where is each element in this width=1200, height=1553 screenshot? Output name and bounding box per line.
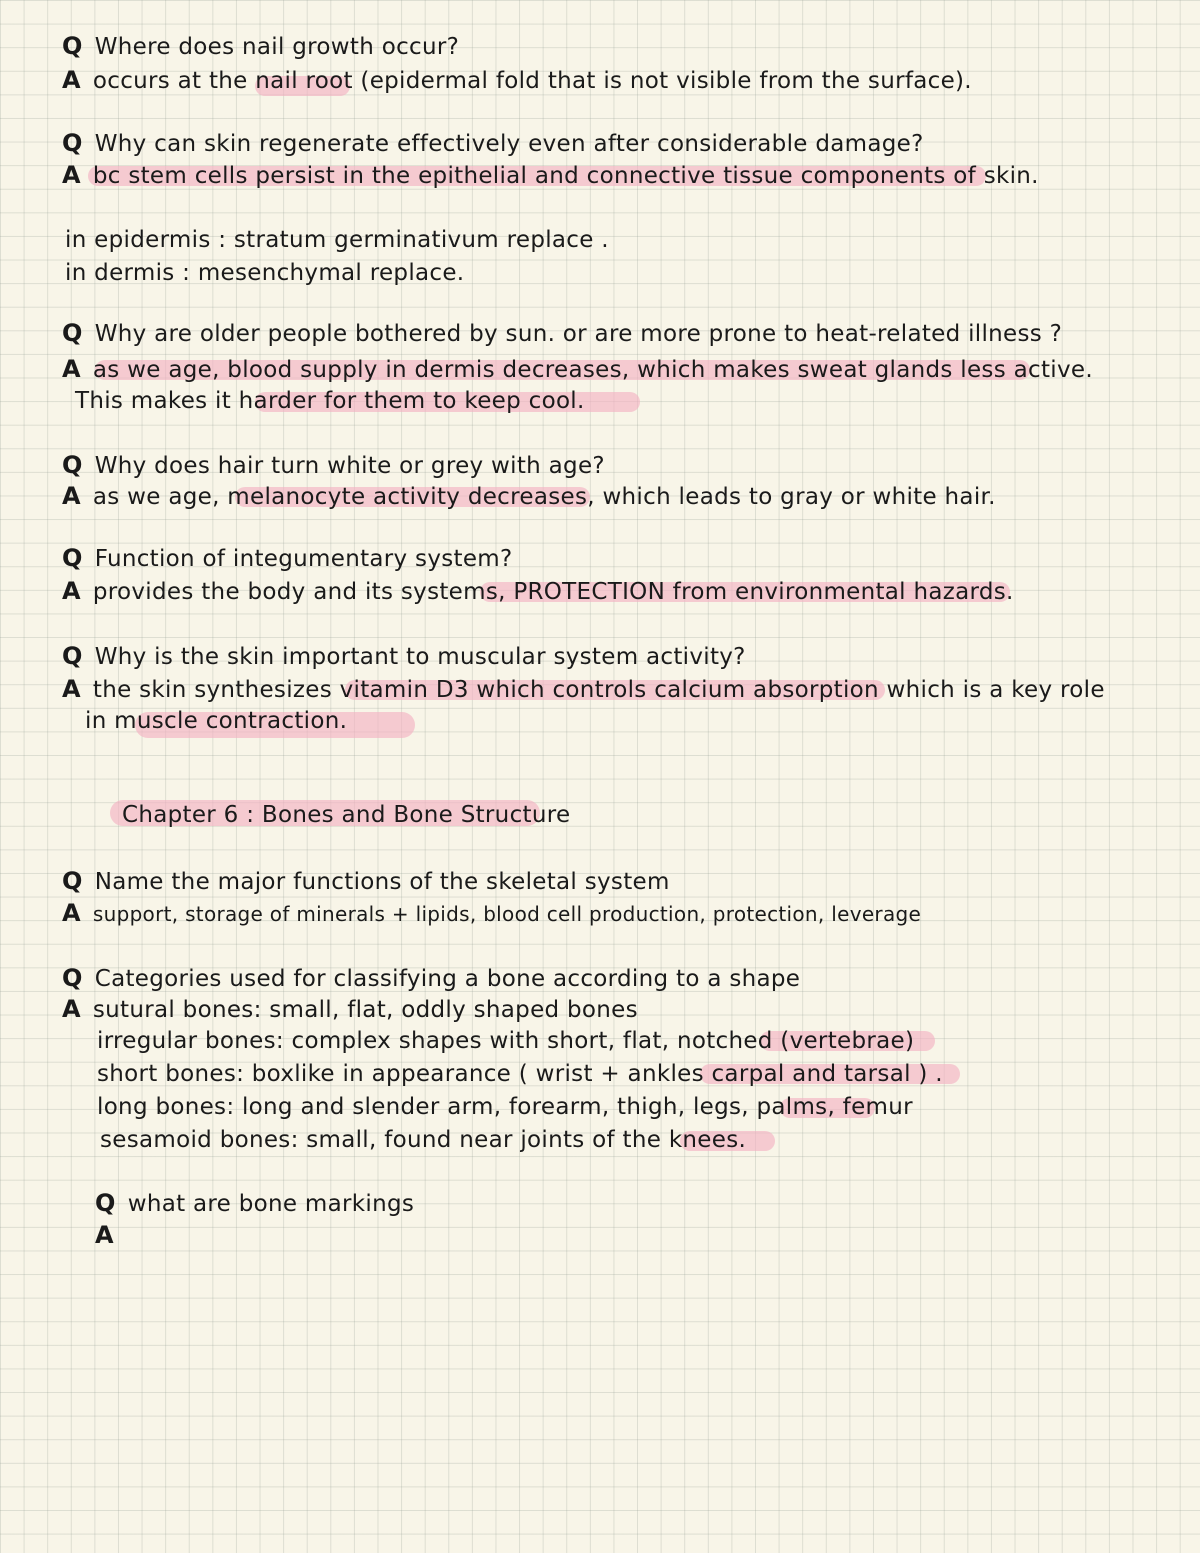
question-4 xyxy=(62,450,605,481)
question-text: Why does hair turn white or grey with age? xyxy=(94,453,605,479)
question-8 xyxy=(62,963,800,994)
answer-text: in muscle contraction. xyxy=(85,708,348,734)
answer-6 xyxy=(62,674,1105,705)
answer-1 xyxy=(62,65,972,96)
answer-marker: A xyxy=(62,675,81,703)
answer-6-continued xyxy=(85,706,347,736)
answer-text: short bones: boxlike in appearance ( wrist + ankles carpal and tarsal ) . xyxy=(97,1061,943,1087)
question-text: Categories used for classifying a bone according to a shape xyxy=(94,966,801,992)
answer-marker: A xyxy=(62,161,81,189)
question-marker: Q xyxy=(62,451,83,479)
answer-2 xyxy=(62,160,1039,191)
bone-type-long xyxy=(97,1092,913,1122)
answer-text: the skin synthesizes vitamin D3 which controls calcium absorption which is a key role xyxy=(92,677,1105,703)
bone-type-short xyxy=(97,1059,943,1089)
answer-3-continued xyxy=(75,386,585,416)
answer-3 xyxy=(62,354,1093,385)
question-text: Why can skin regenerate effectively even after considerable damage? xyxy=(94,131,924,157)
answer-text: as we age, blood supply in dermis decreases, which makes sweat glands less active. xyxy=(92,357,1093,383)
question-marker: Q xyxy=(62,867,83,895)
answer-5 xyxy=(62,576,1014,607)
answer-4 xyxy=(62,481,996,512)
answer-text: support, storage of minerals + lipids, blood cell production, protection, leverage xyxy=(92,902,922,926)
answer-text: sutural bones: small, flat, oddly shaped bones xyxy=(92,997,638,1023)
question-7 xyxy=(62,866,670,897)
bone-type-irregular xyxy=(97,1026,914,1056)
answer-text: sesamoid bones: small, found near joints of the knees. xyxy=(100,1127,747,1153)
question-marker: Q xyxy=(62,32,83,60)
answer-marker: A xyxy=(62,66,81,94)
note-dermis xyxy=(65,258,464,288)
answer-marker: A xyxy=(62,899,81,927)
question-9 xyxy=(95,1188,414,1219)
question-text: Why is the skin important to muscular system activity? xyxy=(94,644,746,670)
answer-marker: A xyxy=(62,995,81,1023)
answer-marker: A xyxy=(95,1221,114,1249)
question-text: Why are older people bothered by sun. or are more prone to heat-related illness ? xyxy=(94,321,1063,347)
answer-9 xyxy=(95,1220,126,1251)
answer-marker: A xyxy=(62,577,81,605)
answer-text: bc stem cells persist in the epithelial and connective tissue components of skin. xyxy=(92,163,1039,189)
question-marker: Q xyxy=(62,129,83,157)
question-text: what are bone markings xyxy=(127,1191,415,1217)
answer-marker: A xyxy=(62,355,81,383)
question-marker: Q xyxy=(62,642,83,670)
answer-7 xyxy=(62,898,921,929)
answer-text: occurs at the nail root (epidermal fold that is not visible from the surface). xyxy=(92,68,972,94)
answer-marker: A xyxy=(62,482,81,510)
answer-text: long bones: long and slender arm, forearm, thigh, legs, palms, femur xyxy=(97,1094,913,1120)
answer-text: irregular bones: complex shapes with short, flat, notched (vertebrae) xyxy=(97,1028,915,1054)
question-1 xyxy=(62,31,459,62)
answer-text: provides the body and its systems, PROTECTION from environmental hazards. xyxy=(92,579,1014,605)
answer-text: This makes it harder for them to keep cool. xyxy=(75,388,585,414)
note-text: in dermis : mesenchymal replace. xyxy=(65,260,465,286)
answer-text: as we age, melanocyte activity decreases, which leads to gray or white hair. xyxy=(92,484,996,510)
bone-type-sesamoid xyxy=(100,1125,746,1155)
question-text: Name the major functions of the skeletal system xyxy=(94,869,670,895)
note-epidermis xyxy=(65,225,609,255)
question-marker: Q xyxy=(62,319,83,347)
question-text: Function of integumentary system? xyxy=(94,546,513,572)
question-6 xyxy=(62,641,746,672)
question-5 xyxy=(62,543,513,574)
note-text: in epidermis : stratum germinativum replace . xyxy=(65,227,609,253)
question-3 xyxy=(62,318,1062,349)
question-text: Where does nail growth occur? xyxy=(94,34,460,60)
question-marker: Q xyxy=(62,544,83,572)
chapter-heading xyxy=(122,800,570,830)
question-marker: Q xyxy=(62,964,83,992)
chapter-title: Chapter 6 : Bones and Bone Structure xyxy=(122,802,571,828)
question-marker: Q xyxy=(95,1189,116,1217)
answer-8 xyxy=(62,994,638,1025)
question-2 xyxy=(62,128,924,159)
